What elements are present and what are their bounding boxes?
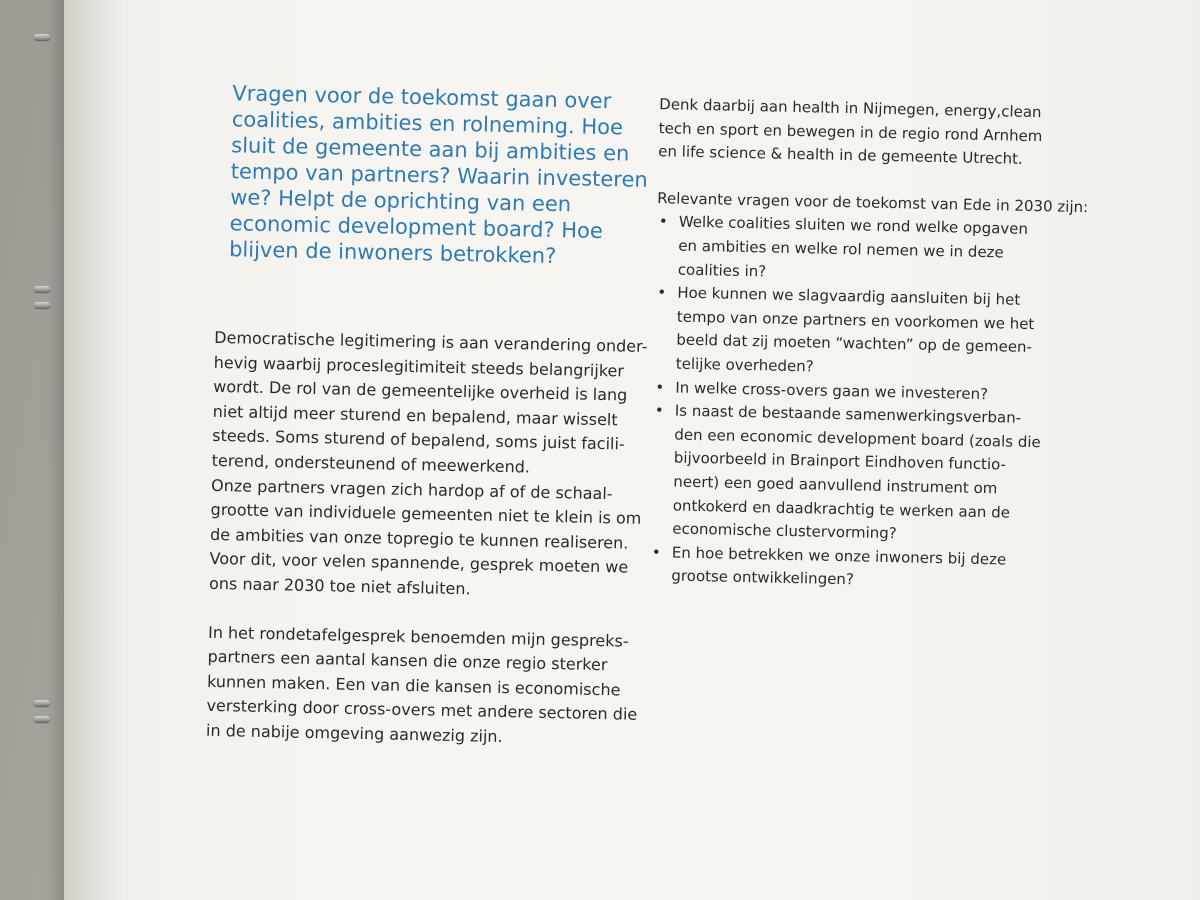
bullet-line: Is naast de bestaande samenwerkingsverban- xyxy=(674,401,1022,427)
quote-line: Vragen voor de toekomst gaan over xyxy=(232,81,612,114)
left-body-text xyxy=(205,326,648,752)
quote-line: economic development board? Hoe xyxy=(229,211,604,244)
quote-line: tempo van partners? Waarin investeren xyxy=(230,159,648,192)
right-body-text xyxy=(649,93,1089,597)
quote-line: we? Helpt de oprichting van een xyxy=(229,185,572,217)
body-line: Voor dit, voor velen spannende, gesprek moeten we xyxy=(209,549,629,577)
bullet-icon: • xyxy=(657,283,667,302)
bullet-line: neert) een goed aanvullend instrument om xyxy=(673,472,998,498)
bullet-icon: • xyxy=(654,401,664,420)
bullet-icon: • xyxy=(651,542,661,561)
body-line: terend, ondersteunend of meewerkend. xyxy=(211,450,531,477)
bullet-icon: • xyxy=(658,212,668,231)
body-line: niet altijd meer sturend en bepalend, maar wisselt xyxy=(212,401,618,430)
body-line: In het rondetafelgesprek benoemden mijn gespreks- xyxy=(207,622,629,651)
quote-line: blijven de inwoners betrokken? xyxy=(228,237,557,269)
pull-quote xyxy=(228,80,648,270)
body-line: ons naar 2030 toe niet afsluiten. xyxy=(208,573,471,599)
body-line: hevig waarbij proceslegitimiteit steeds belangrijker xyxy=(213,352,625,381)
intro-line: tech en sport en bewegen in de regio rond Arnhem xyxy=(658,118,1043,145)
bullet-line: telijke overheden? xyxy=(675,354,814,376)
quote-line: coalities, ambities en rolneming. Hoe xyxy=(231,107,624,140)
bullet-line: En hoe betrekken we onze inwoners bij deze xyxy=(671,543,1007,569)
bullet-line: bijvoorbeeld in Brainport Eindhoven functio- xyxy=(673,448,1007,474)
body-line: steeds. Soms sturend of bepalend, soms juist facili- xyxy=(212,426,625,454)
bullet-line: Welke coalities sluiten we rond welke opgaven xyxy=(678,212,1029,239)
body-line: Democratische legitimering is aan verandering onder- xyxy=(214,327,648,356)
bullet-item xyxy=(654,281,1076,384)
body-line: versterking door cross-overs met andere sectoren die xyxy=(206,696,638,725)
body-line: partners een aantal kansen die onze regio sterker xyxy=(207,646,608,675)
body-line: wordt. De rol van de gemeentelijke overheid is lang xyxy=(213,377,628,405)
bullet-line: den een economic development board (zoals die xyxy=(674,425,1041,451)
body-line: grootte van individuele gemeenten niet te klein is om xyxy=(210,500,642,529)
body-line: kunnen maken. Een van die kansen is economische xyxy=(206,671,621,700)
questions-heading: Relevante vragen voor de toekomst van Ede in 2030 zijn: xyxy=(657,188,1089,216)
bullet-line: en ambities en welke rol nemen we in deze xyxy=(678,236,1004,262)
body-line: Onze partners vragen zich hardop af of de schaal- xyxy=(210,475,613,503)
bullet-line: In welke cross-overs gaan we investeren? xyxy=(675,378,989,403)
bullet-item xyxy=(650,399,1073,549)
body-line: de ambities van onze topregio te kunnen realiseren. xyxy=(209,524,629,553)
bullet-line: tempo van onze partners en voorkomen we het xyxy=(676,307,1035,333)
bullet-line: beeld dat zij moeten “wachten” op de gemeen- xyxy=(676,330,1033,357)
intro-line: en life science & health in de gemeente Utrecht. xyxy=(658,142,1023,168)
bullet-line: Hoe kunnen we slagvaardig aansluiten bij het xyxy=(677,283,1021,309)
bullet-line: grootse ontwikkelingen? xyxy=(671,566,855,589)
body-line: in de nabije omgeving aanwezig zijn. xyxy=(205,720,503,746)
bullet-item xyxy=(649,541,1070,597)
bullet-item xyxy=(656,211,1077,291)
bullet-line: coalities in? xyxy=(677,260,767,281)
intro-line: Denk daarbij aan health in Nijmegen, energy,clean xyxy=(659,95,1042,122)
bullet-line: ontkokerd en daadkrachtig te werken aan de xyxy=(672,496,1011,522)
bullet-line: economische clustervorming? xyxy=(672,519,897,543)
bullet-icon: • xyxy=(655,377,665,396)
quote-line: sluit de gemeente aan bij ambities en xyxy=(231,133,630,166)
